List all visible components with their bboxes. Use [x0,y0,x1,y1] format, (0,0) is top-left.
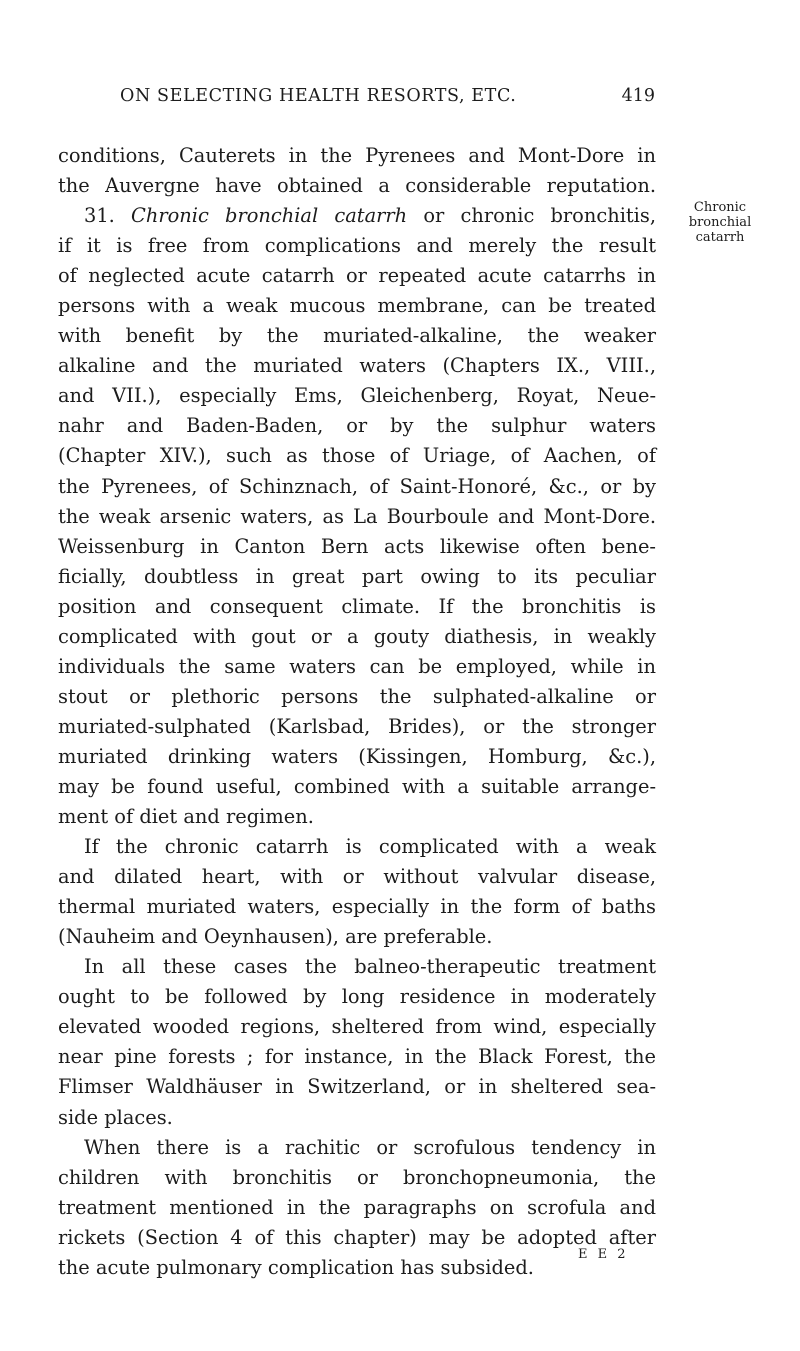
text-line: the Auvergne have obtained a considerable reputation. [58,174,656,198]
text-line: may be found useful, combined with a suitable arrange- [58,774,656,798]
body-text [58,141,656,1283]
text-line: In all these cases the balneo-therapeutic treatment [84,955,656,979]
text-line: complicated with gout or a gouty diathesis, in weakly [58,624,656,648]
running-head [120,86,655,116]
margin-note-line: bronchial [688,215,752,230]
text-line: side places. [58,1105,173,1129]
margin-note-line: Chronic [693,200,747,215]
text-line: individuals the same waters can be employed, while in [58,654,656,678]
text-line: (Chapter XIV.), such as those of Uriage, of Aachen, of [58,444,656,468]
text-line: and VII.), especially Ems, Gleichenberg, Royat, Neue- [58,384,656,408]
text-line: near pine forests ; for instance, in the Black Forest, the [58,1045,656,1069]
text-line: stout or plethoric persons the sulphated-alkaline or [58,684,656,708]
text-line: of neglected acute catarrh or repeated acute catarrhs in [58,264,656,288]
margin-note [670,200,770,245]
text-line: ficially, doubtless in great part owing to its peculiar [58,564,656,588]
text-line: Weissenburg in Canton Bern acts likewise often bene- [58,534,656,558]
text-line: elevated wooded regions, sheltered from wind, especially [58,1015,656,1039]
text-line: the acute pulmonary complication has subsided. [58,1255,534,1279]
text-line: with benefit by the muriated-alkaline, the weaker [58,324,656,348]
section-heading-line [58,201,656,231]
margin-note-line: catarrh [695,230,745,245]
text-line: alkaline and the muriated waters (Chapters IX., VIII., [58,354,656,378]
text-line: persons with a weak mucous membrane, can be treated [58,294,656,318]
text-line: nahr and Baden-Baden, or by the sulphur waters [58,414,656,438]
text-line: and dilated heart, with or without valvular disease, [58,865,656,889]
text-line: Flimser Waldhäuser in Switzerland, or in sheltered sea- [58,1075,656,1099]
text-line: rickets (Section 4 of this chapter) may be adopted after [58,1225,656,1249]
text-line: (Nauheim and Oeynhausen), are preferable. [58,925,493,949]
text-line: children with bronchitis or bronchopneumonia, the [58,1165,656,1189]
text-line: conditions, Cauterets in the Pyrenees and Mont-Dore in [58,144,656,167]
text-line: treatment mentioned in the paragraphs on scrofula and [58,1195,656,1219]
page-number: 419 [621,86,655,106]
section-line-rest: or chronic bronchitis, [423,204,657,228]
section-title: Chronic bronchial catarrh [131,204,408,228]
text-line: muriated-sulphated (Karlsbad, Brides), or the stronger [58,714,656,738]
signature-mark: E E 2 [578,1247,629,1262]
running-title: ON SELECTING HEALTH RESORTS, ETC. [120,86,517,106]
text-line: When there is a rachitic or scrofulous tendency in [84,1135,656,1159]
text-line: If the chronic catarrh is complicated with a weak [84,835,656,859]
text-line: thermal muriated waters, especially in the form of baths [58,895,656,919]
section-number: 31. [84,204,115,228]
text-line: ought to be followed by long residence in moderately [58,985,656,1009]
text-line: ment of diet and regimen. [58,805,314,829]
text-line: position and consequent climate. If the bronchitis is [58,594,656,618]
text-line: if it is free from complications and merely the result [58,234,656,258]
text-line: the weak arsenic waters, as La Bourboule and Mont-Dore. [58,504,656,528]
text-line: the Pyrenees, of Schinznach, of Saint-Honoré, &c., or by [58,474,656,498]
text-line: muriated drinking waters (Kissingen, Homburg, &c.), [58,744,656,768]
